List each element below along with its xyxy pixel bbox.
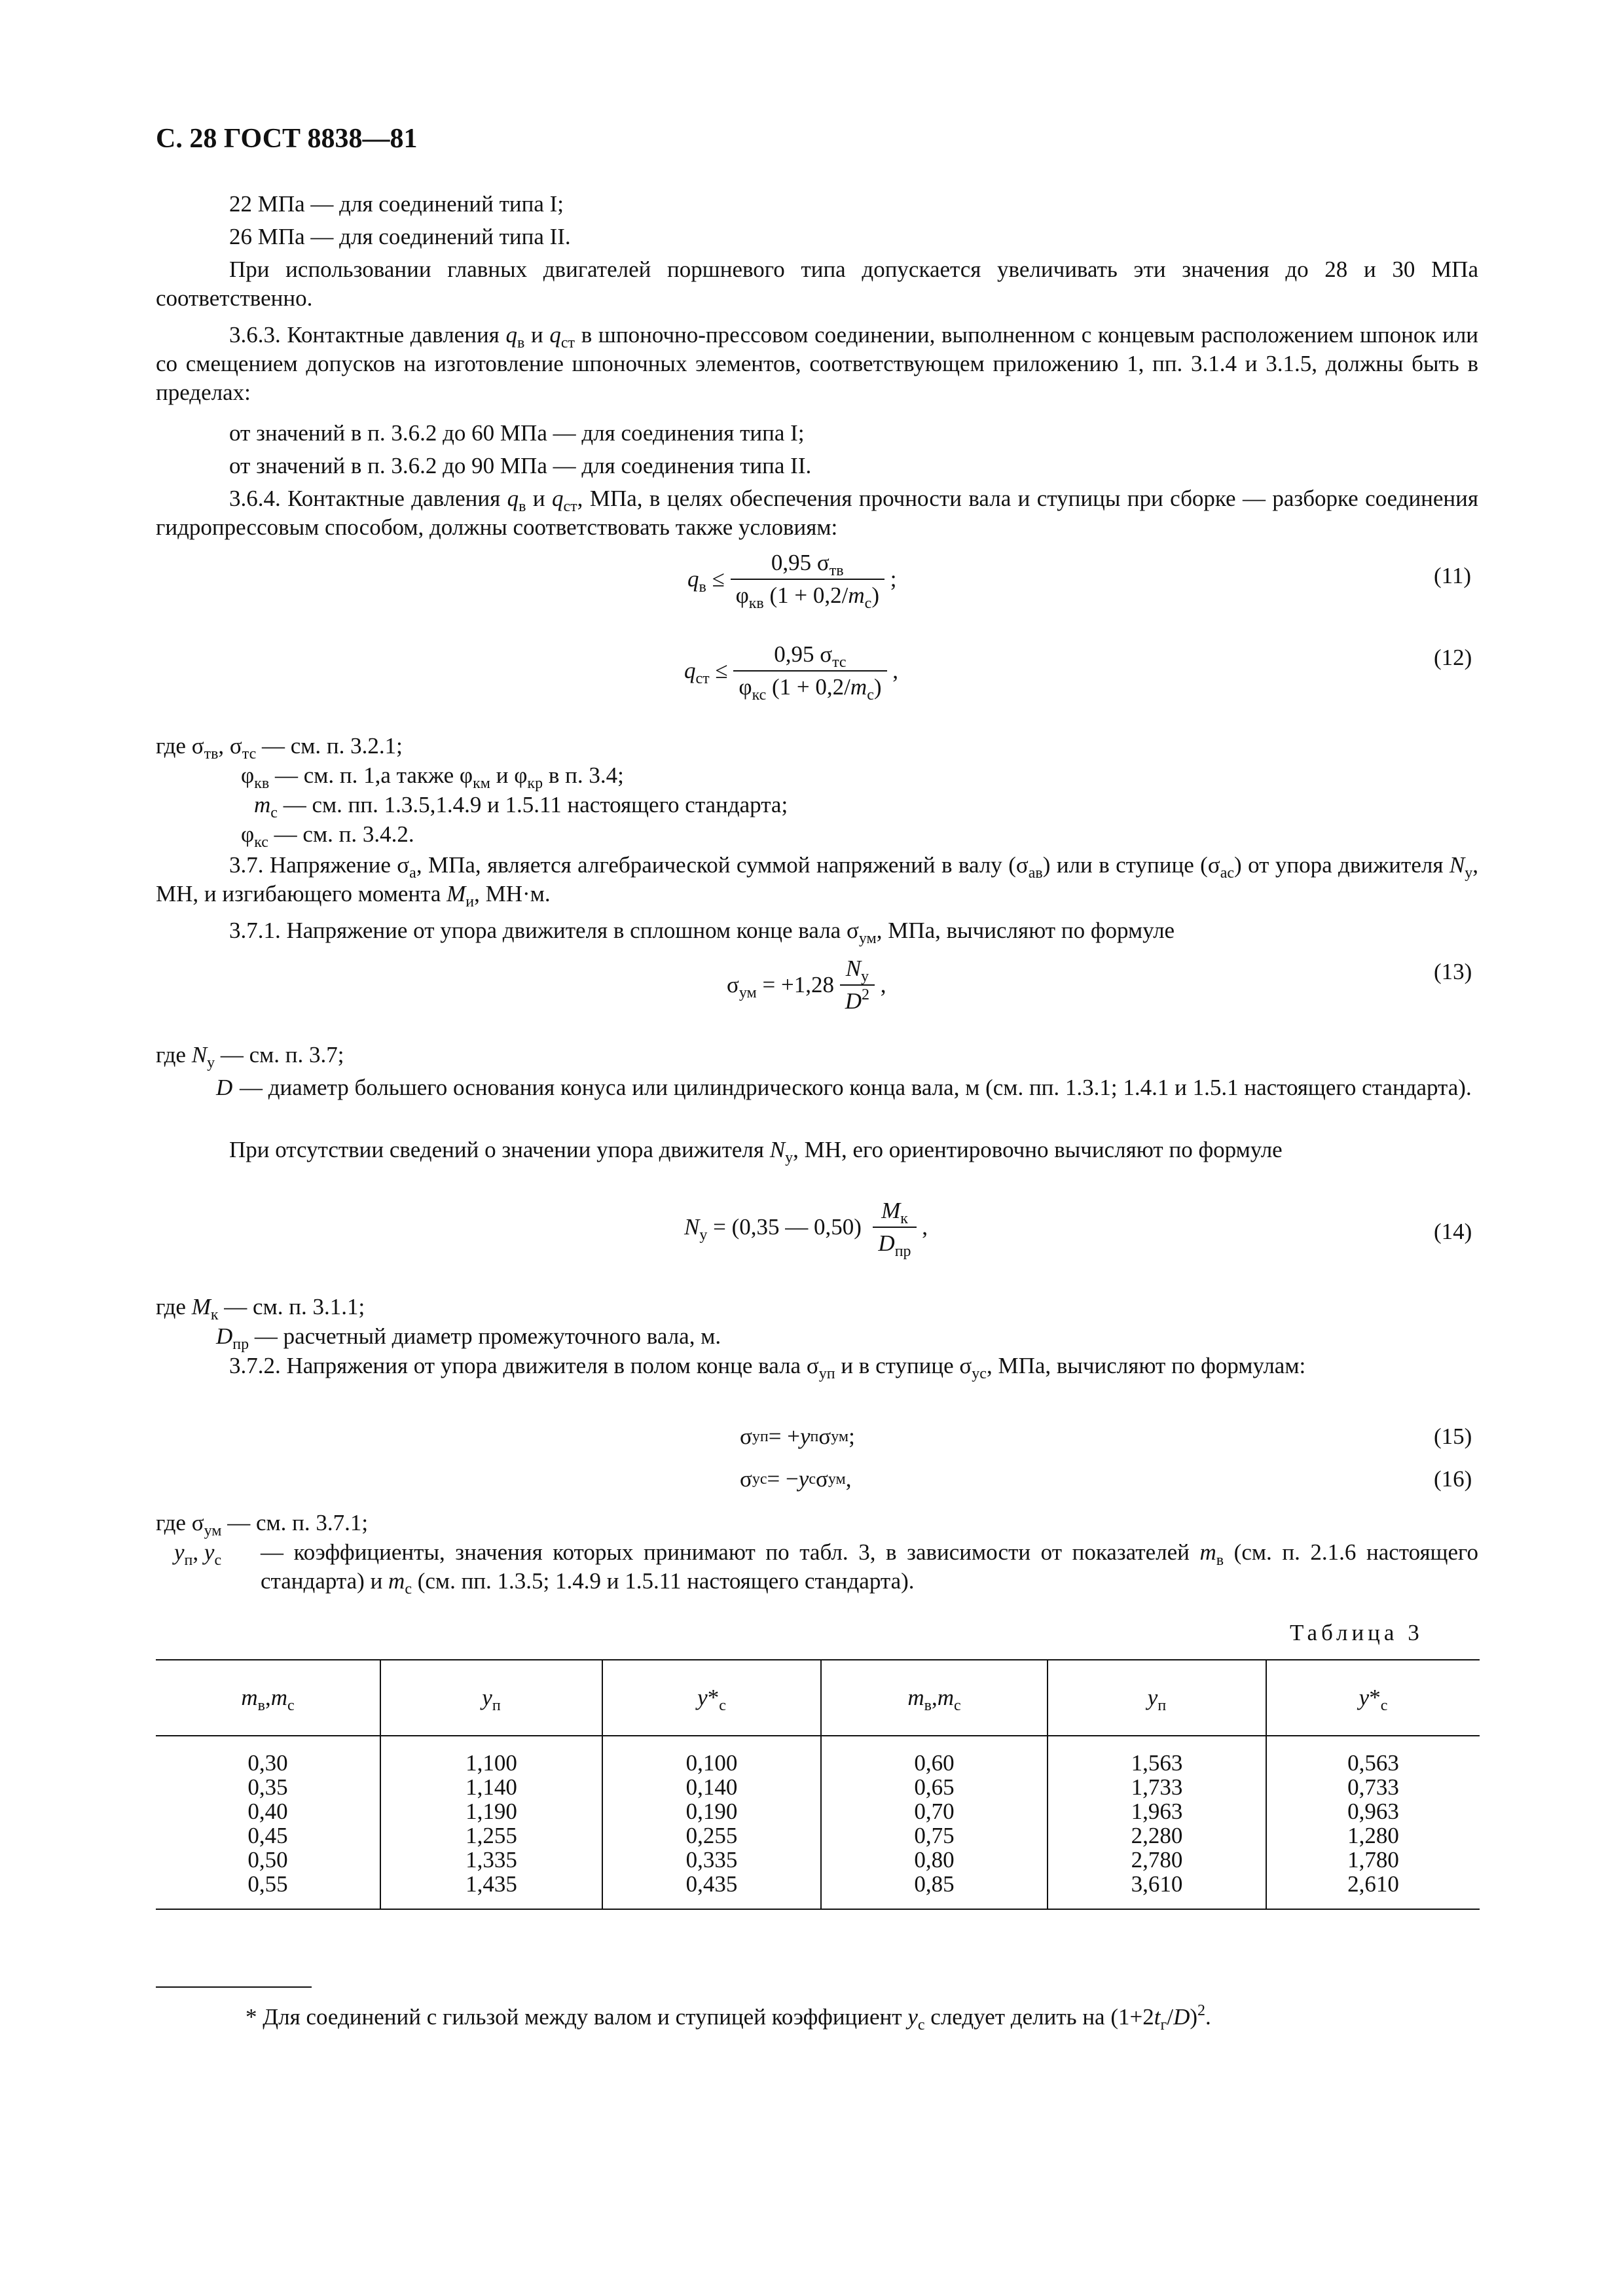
where-line: где $\sigma_{тв}$, $\sigma_{тс}$ — см. п. 3.2.1; [156,733,403,762]
s363-rest: в шпоночно-прессовом соединении, выполненном с концевым расположением шпонок или со смещением допусков на изготовление шпоночных элементов, соответствующем приложению 1, пп. 3.1.4 и 3.1.5, должны быть в пределах: [156,322,1479,405]
paragraph-3-7-2: 3.7.2. Напряжения от упора движителя в полом конце вала $\sigma_{уп}$ и в ступице $\sigma_{ус}$, МПа, вычисляют по формулам: [229,1353,1306,1382]
where-line: D [216,1075,233,1100]
paragraph: При использовании главных двигателей поршневого типа допускается увеличивать эти значения до 28 и 30 МПа соответственно. [156,257,1478,311]
equation-number: (11) [1434,563,1472,588]
page-header: С. 28 ГОСТ 8838—81 [156,124,418,154]
paragraph-3-6-3: 3.6.3. Контактные давления $q_в$ и $q_{ст}$ в шпоночно-прессовом соединении, выполненном с концевым расположением шпонок или со смещением допусков на изготовление шпоночных элементов, соответствующем приложению 1, пп. 3.1.4 и 3.1.5, должны быть в пределах: [156,322,1479,405]
column-cell: 0,563 0,733 0,963 1,280 1,780 2,610 [1266,1736,1480,1909]
where-line: $y_п$, $y_с$ [174,1539,222,1569]
s364-rest: , МПа, в целях обеспечения прочности вала и ступицы при сборке — разборке соединения гидропрессовым способом, должны соответствовать также условиям: [156,486,1478,540]
equation-13: $\sigma_{ум} = +1,28$ $\frac{N_у}{D^2}$ , [727,956,886,1014]
paragraph-3-6-4: 3.6.4. Контактные давления $q_в$ и $q_{ст}$, МПа, в целях обеспечения прочности вала и ступицы при сборке — разборке соединения гидропрессовым способом, должны соответствовать также условиям: [156,486,1478,540]
paragraph-3-7-1: 3.7.1. Напряжение от упора движителя в сплошном конце вала $\sigma_{ум}$, МПа, вычисляют по формуле [229,918,1175,947]
equation-number: (14) [1434,1219,1472,1244]
equation-16: σ ус = − y с σ ум , [740,1466,852,1492]
where-line: — коэффициенты, значения которых принимают по табл. 3, в зависимости от показателей $m_в$ (см. п. 2.1.6 настоящего стандарта) и $m_с$ (см. пп. 1.3.5; 1.4.9 и 1.5.11 настоящего стандарта). [261,1539,1479,1598]
s364-lead: 3.6.4. Контактные давления [229,486,501,511]
where-line: — диаметр большего основания конуса или цилиндрического конца вала, м (см. пп. 1.3.1; 1.4.1 и 1.5.1 настоящего стандарта). [240,1075,1472,1100]
equation-number: (12) [1434,645,1472,670]
col-header: $m_в,m_с$ [156,1660,380,1736]
col-header: $y*_с$ [602,1660,821,1736]
column-cell: 0,60 0,65 0,70 0,75 0,80 0,85 [821,1736,1048,1909]
symbol: q [505,322,517,348]
col-header: $y*_с$ [1266,1660,1480,1736]
column-cell: 0,30 0,35 0,40 0,45 0,50 0,55 [247,1750,288,1897]
equation-11: $q_в$ ≤ $\frac{0,95 \sigma_{тв}}{\varphi_{кв} (1 + 0,2/m_с)}$ ; [687,550,897,612]
table-caption: Таблица 3 [1290,1620,1423,1645]
where-line: где $N_у$ — см. п. 3.7; [156,1042,344,1071]
equation-15: σ уп = + y п σ ум ; [740,1424,855,1449]
where-line: $\varphi_{кв}$ — см. п. 1,а также $\varphi_{км}$ и $\varphi_{кр}$ в п. 3.4; [241,762,624,792]
col-header: $y_п$ [1048,1660,1266,1736]
table-body [156,1736,1480,1909]
s363-lead: 3.6.3. Контактные давления [229,322,500,348]
table-header-row [156,1660,1480,1736]
footnote-rule [156,1986,312,1988]
where-line: $\varphi_{кс}$ — см. п. 3.4.2. [241,821,414,851]
paragraph-3-7: 3.7. Напряжение $\sigma_а$, МПа, является алгебраической суммой напряжений в валу $(\sigma_{ав})$ или в ступице $(\sigma_{ас})$ от упора движителя $N_у$, МН, и изгибающего момента $M_и$, МН·м. [156,852,1478,910]
text-line: от значений в п. 3.6.2 до 60 МПа — для соединения типа I; [229,420,805,446]
text-line: 26 МПа — для соединений типа II. [229,224,571,249]
col-header: $m_в,m_с$ [821,1660,1048,1736]
equation-12: $q_{ст}$ ≤ $\frac{0,95 \sigma_{тс}}{\varphi_{кс} (1 + 0,2/m_с)}$ , [684,641,898,704]
where-line: где $M_к$ — см. п. 3.1.1; [156,1294,365,1323]
where-line: $m_с$ — см. пп. 1.3.5,1.4.9 и 1.5.11 настоящего стандарта; [254,792,788,821]
equation-number: (13) [1434,959,1472,984]
equation-14: $N_у = (0,35$ — 0,50) $\frac{M_к}{D_{пр}}$ , [684,1198,928,1260]
text-line: от значений в п. 3.6.2 до 90 МПа — для соединения типа II. [229,453,812,478]
footnote: * Для соединений с гильзой между валом и ступицей коэффициент $y_с$ следует делить на $(1+2t_г/D)^2$. [246,2002,1211,2034]
where-line: где $\sigma_{ум}$ — см. п. 3.7.1; [156,1510,369,1539]
text-line: 22 МПа — для соединений типа I; [229,191,564,217]
column-cell: 0,100 0,140 0,190 0,255 0,335 0,435 [602,1736,821,1909]
paragraph: При отсутствии сведений о значении упора движителя $N_у$, МН, его ориентировочно вычисляют по формуле [229,1137,1283,1166]
equation-number: (15) [1434,1424,1472,1449]
where-line: $D_{пр}$ — расчетный диаметр промежуточного вала, м. [216,1323,721,1353]
column-cell: 1,100 1,140 1,190 1,255 1,335 1,435 [380,1736,602,1909]
col-header: $y_п$ [380,1660,602,1736]
table-3 [156,1659,1480,1910]
column-cell: 1,563 1,733 1,963 2,280 2,780 3,610 [1048,1736,1266,1909]
equation-number: (16) [1434,1466,1472,1492]
